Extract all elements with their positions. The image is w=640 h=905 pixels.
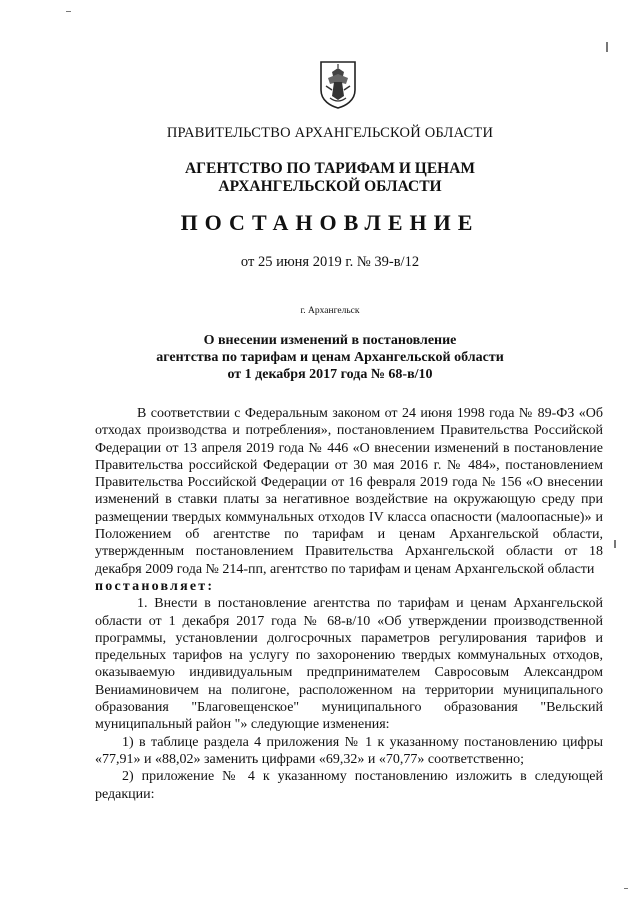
scan-mark (606, 42, 608, 52)
agency-name-line: АГЕНТСТВО ПО ТАРИФАМ И ЦЕНАМ (184, 160, 476, 177)
subitem-2-paragraph: 2) приложение № 4 к указанному постановлению изложить в следующей редакции: (95, 769, 603, 802)
agency-name-line: АРХАНГЕЛЬСКОЙ ОБЛАСТИ (218, 178, 442, 195)
document-subject (60, 332, 600, 383)
item-1-paragraph: 1. Внести в постановление агентства по тарифам и ценам Архангельской области от 1 декабря 2017 года № 68-в/10 «Об утверждении производственной программы, установлении долгосрочных параметров регулирования тарифов и предельных тарифов на услугу по захоронению твердых коммунальных отходов, оказываемую индивидуальным предпринимателем Савросовым Александром Вениаминовичем на полигоне, расположенном на территории муниципального образования "Благовещенское" муниципального образования "Вельский муниципальный район "» следующие изменения: (95, 596, 603, 733)
document-type: ПОСТАНОВЛЕНИЕ (180, 210, 480, 235)
subject-line: агентства по тарифам и ценам Архангельской области (156, 350, 504, 365)
city: г. Архангельск (300, 306, 360, 316)
preamble-paragraph: В соответствии с Федеральным законом от 24 июня 1998 года № 89-ФЗ «Об отходах производства и потребления», постановлением Правительства Российской Федерации от 13 апреля 2019 года № 446 «О внесении изменений в постановление Правительства российской Федерации от 30 мая 2016 г. № 484», постановлением Правительства Российской Федерации от 16 февраля 2019 года № 156 «О внесении изменений в ставки платы за негативное воздействие на окружающую среду при размещении твердых коммунальных отходов IV класса опасности (малоопасные)» и Положением об агентстве по тарифам и ценам Архангельской области, утвержденным постановлением Правительства Архангельской области от 18 декабря 2009 года № 214-пп, агентство по тарифам и ценам Архангельской области (95, 406, 603, 577)
document-body (95, 405, 603, 803)
subject-line: О внесении изменений в постановление (203, 333, 457, 348)
agency-name (60, 160, 600, 196)
resolves-keyword: постановляет: (95, 578, 215, 594)
scan-mark (66, 11, 71, 12)
subitem-1-paragraph: 1) в таблице раздела 4 приложения № 1 к указанному постановлению цифры «77,91» и «88,02» заменить цифрами «69,32» и «70,77» соответственно; (95, 734, 603, 767)
coat-of-arms-icon (318, 60, 358, 110)
scan-mark (624, 888, 628, 889)
scan-mark (614, 540, 616, 548)
subject-line: от 1 декабря 2017 года № 68-в/10 (227, 367, 433, 382)
government-name: ПРАВИТЕЛЬСТВО АРХАНГЕЛЬСКОЙ ОБЛАСТИ (166, 125, 494, 141)
date-number: от 25 июня 2019 г. № 39-в/12 (240, 254, 420, 270)
